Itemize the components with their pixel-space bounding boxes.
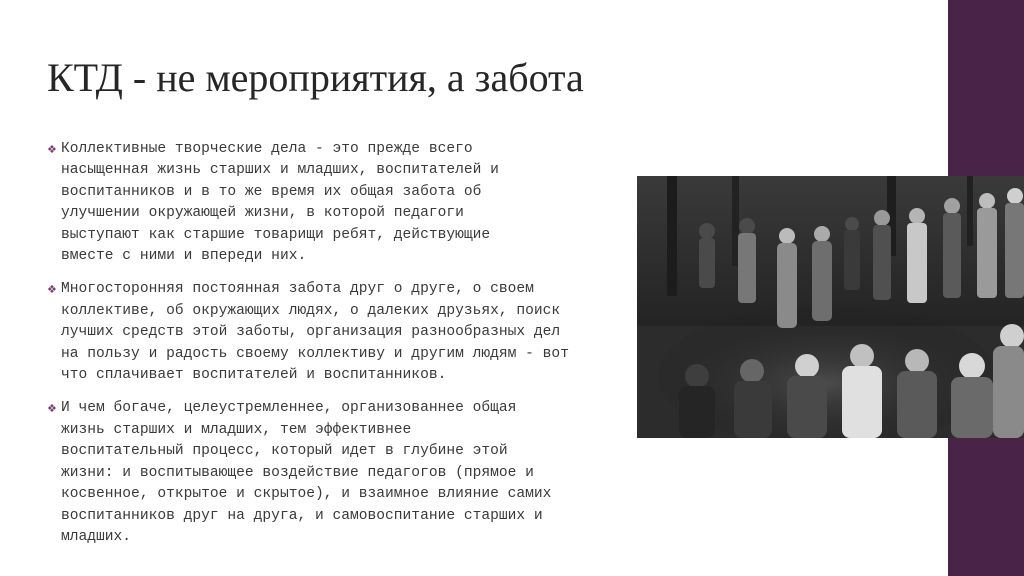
bullet-item bbox=[47, 139, 607, 267]
group-photo-icon bbox=[637, 176, 1024, 438]
diamond-bullet-icon: ❖ bbox=[47, 143, 57, 156]
slide-title: КТД - не мероприятия, а забота bbox=[47, 55, 584, 100]
diamond-bullet-icon: ❖ bbox=[47, 283, 57, 297]
group-photo bbox=[637, 176, 1024, 438]
bullet-text: Многосторонняя постоянная забота друг о друге, о своем коллективе, об окружающих людях, о далеких друзьях, поиск лучших средств этой заботы, организация разнообразных дел на пользу и радость своему коллективу и другим людям - вот что сплачивает воспитателей и воспитанников. bbox=[61, 281, 569, 384]
bullet-item bbox=[47, 398, 607, 548]
bullet-item bbox=[47, 279, 607, 386]
diamond-bullet-icon: ❖ bbox=[47, 402, 57, 416]
bullet-text: И чем богаче, целеустремленнее, организованнее общая жизнь старших и младших, тем эффективнее воспитательный процесс, который идет в глубине этой жизни: и воспитывающее воздействие педагогов (прямое и косвенное, открытое и скрытое), и взаимное влияние самих воспитанников друг на друга, и самовоспитание старших и младших. bbox=[61, 400, 552, 545]
bullet-text: Коллективные творческие дела - это прежде всего насыщенная жизнь старших и младших, воспитателей и воспитанников и в то же время их общая забота об улучшении окружающей жизни, в которой педагоги выступают как старшие товарищи ребят, действующие вместе с ними и впереди них. bbox=[61, 141, 499, 265]
bullet-list bbox=[47, 139, 607, 560]
